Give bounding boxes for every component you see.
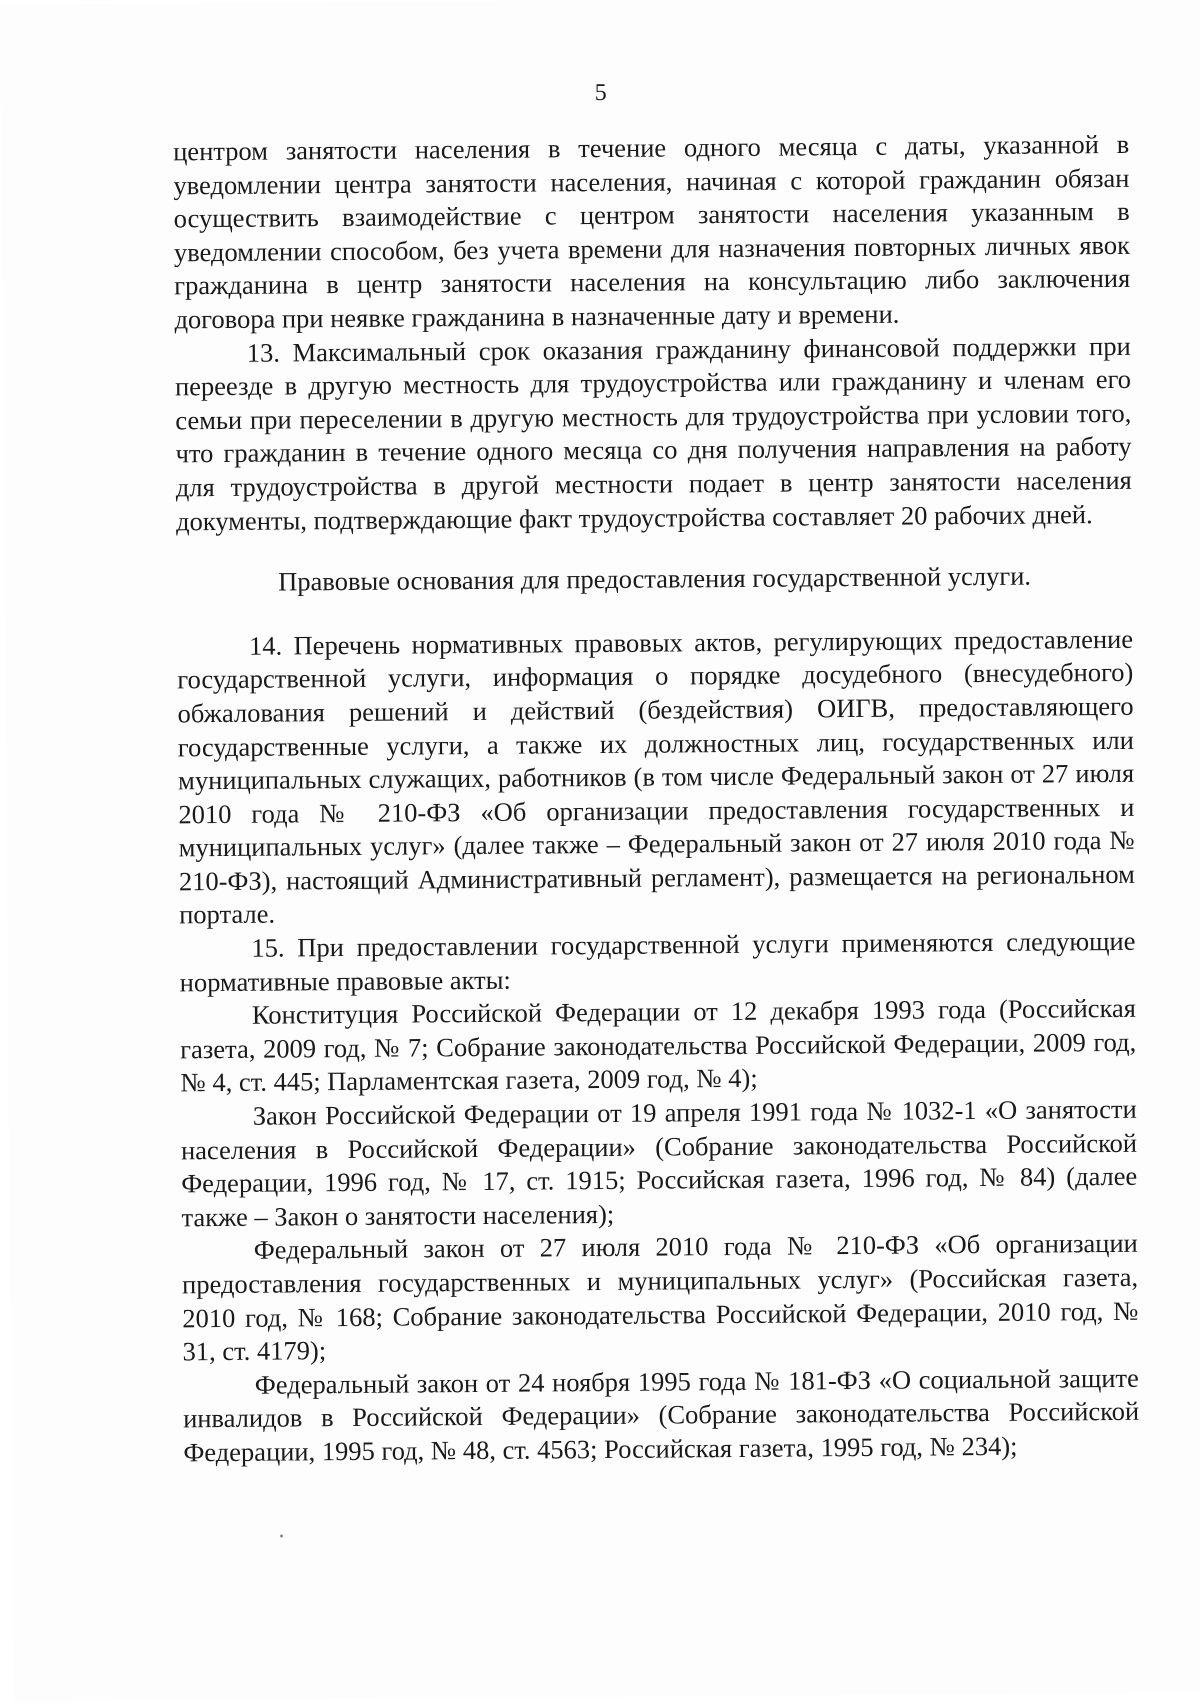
scan-artifact — [280, 1535, 283, 1538]
paragraph-15: 15. При предоставлении государственной услуги применяются следующие нормативные правовые акты: — [179, 925, 1136, 997]
law-181-fz: Федеральный закон от 24 ноября 1995 года № 181-ФЗ «О социальной защите инвалидов в Российской Федерации» (Собрание законодательства Российской Федерации, 1995 год, № 48, ст. 4563; Российская газета, 1995 год, № 234); — [183, 1362, 1140, 1468]
section-heading: Правовые основания для предоставления государственной услуги. — [278, 560, 1032, 597]
document-body — [173, 128, 1139, 1470]
page-number: 5 — [594, 79, 607, 107]
paragraph-13: 13. Максимальный срок оказания гражданину финансовой поддержки при переезде в другую местность для трудоустройства или гражданину и членам его семьи при переселении в другую местность для трудоустройства при условии того, что гражданин в течение одного месяца со дня получения направления на работу для трудоустройства в другой местности подает в центр занятости населения документы, подтверждающие факт трудоустройства составляет 20 рабочих дней. — [174, 330, 1132, 536]
paragraph-14: 14. Перечень нормативных правовых актов, регулирующих предоставление государственной услуги, информация о порядке досудебного (внесудебного) обжалования решений и действий (бездействия) ОИГВ, предоставляющего государственные услуги, а также их должностных лиц, государственных или муниципальных служащих, работников (в том числе Федеральный закон от 27 июля 2010 года № 210-ФЗ «Об организации предоставления государственных и муниципальных услуг» (далее также – Федеральный закон от 27 июля 2010 года № 210-ФЗ), настоящий Административный регламент), размещается на региональном портале. — [177, 623, 1135, 930]
law-employment: Закон Российской Федерации от 19 апреля 1991 года № 1032-1 «О занятости населения в Российской Федерации» (Собрание законодательства Российской Федерации, 1996 год, № 17, ст. 1915; Российская газета, 1996 год, № 84) (далее также – Закон о занятости населения); — [180, 1093, 1138, 1233]
law-210-fz: Федеральный закон от 27 июля 2010 года № 210-ФЗ «Об организации предоставления государственных и муниципальных услуг» (Российская газета, 2010 год, № 168; Собрание законодательства Российской Федерации, 2010 год, № 31, ст. 4179); — [181, 1228, 1139, 1367]
paragraph-continued: центром занятости населения в течение одного месяца с даты, указанной в уведомлении центра занятости населения, начиная с которой гражданин обязан осуществить взаимодействие с центром занятости населения указанным в уведомлении способом, без учета времени для назначения повторных личных явок гражданина в центр занятости населения на консультацию либо заключения договора при неявке гражданина в назначенные дату и времени. — [173, 128, 1131, 335]
law-constitution: Конституция Российской Федерации от 12 декабря 1993 года (Российская газета, 2009 год, № 7; Собрание законодательства Российской Федерации, 2009 год, № 4, ст. 445; Парламентская газета, 2009 год, № 4); — [180, 993, 1137, 1098]
